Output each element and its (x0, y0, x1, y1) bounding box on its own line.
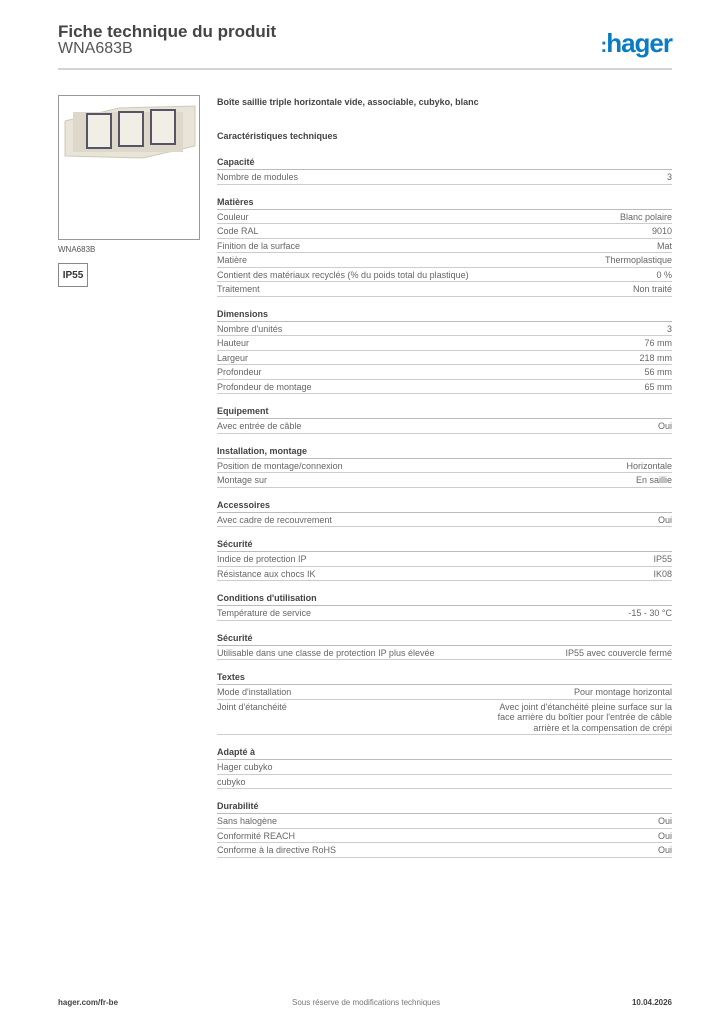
product-code: WNA683B (58, 40, 133, 57)
section-heading: Matières (217, 195, 672, 210)
spec-row (217, 843, 672, 858)
spec-label: Nombre d'unités (217, 323, 283, 334)
spec-value: Blanc polaire (619, 211, 672, 222)
spec-label: Avec entrée de câble (217, 421, 302, 431)
spec-table (217, 155, 672, 868)
section-heading: Installation, montage (217, 444, 672, 459)
spec-label: Sans halogène (217, 816, 278, 826)
spec-label: Profondeur (217, 367, 262, 377)
spec-row (217, 606, 672, 621)
spec-value: Thermoplastique (604, 255, 672, 265)
spec-section (217, 155, 672, 185)
spec-row (217, 239, 672, 254)
page-title: Fiche technique du produit (58, 22, 277, 41)
spec-row (217, 552, 672, 567)
spec-value: 3 (666, 323, 672, 334)
spec-label: Mode d'installation (217, 687, 292, 697)
section-heading: Equipement (217, 404, 672, 419)
footer-date: 10.04.2026 (631, 998, 672, 1007)
spec-label: Résistance aux chocs IK (217, 568, 316, 579)
section-heading: Accessoires (217, 498, 672, 513)
spec-label: cubyko (217, 776, 246, 787)
spec-row (217, 419, 672, 434)
spec-label: Utilisable dans une classe de protection IP plus élevée (217, 647, 435, 658)
spec-row (217, 814, 672, 829)
spec-value: Oui (657, 845, 672, 855)
section-heading: Capacité (217, 155, 672, 170)
spec-value: Horizontale (626, 460, 672, 471)
spec-row (217, 829, 672, 844)
spec-section (217, 444, 672, 488)
spec-row (217, 646, 672, 661)
spec-row (217, 268, 672, 283)
spec-value: En saillie (635, 475, 672, 485)
spec-row (217, 380, 672, 395)
spec-label: Couleur (217, 211, 249, 222)
spec-section (217, 498, 672, 528)
spec-row (217, 760, 672, 775)
section-heading: Sécurité (217, 537, 672, 552)
section-heading: Textes (217, 670, 672, 685)
spec-label: Matière (217, 255, 248, 265)
spec-section (217, 537, 672, 581)
spec-section (217, 670, 672, 735)
section-heading: Durabilité (217, 799, 672, 814)
section-heading: Sécurité (217, 631, 672, 646)
spec-value: Oui (657, 514, 672, 525)
spec-label: Profondeur de montage (217, 381, 312, 392)
hager-logo: :hager (600, 28, 672, 58)
spec-row (217, 322, 672, 337)
spec-label: Indice de protection IP (217, 554, 307, 564)
spec-label: Conforme à la directive RoHS (217, 845, 337, 855)
spec-row (217, 567, 672, 582)
spec-row (217, 459, 672, 474)
spec-label: Contient des matériaux recyclés (% du poids total du plastique) (217, 269, 469, 280)
spec-label: Position de montage/connexion (217, 460, 343, 471)
spec-value: 9010 (651, 226, 672, 236)
spec-value: IK08 (653, 568, 672, 579)
spec-value: Pour montage horizontal (573, 687, 672, 697)
spec-row (217, 336, 672, 351)
spec-label: Nombre de modules (217, 172, 299, 182)
spec-value: 3 (666, 172, 672, 182)
spec-label: Hauteur (217, 338, 250, 348)
spec-row (217, 253, 672, 268)
spec-value: 65 mm (644, 381, 672, 392)
spec-value: Non traité (632, 284, 672, 294)
spec-value: 56 mm (644, 367, 672, 377)
spec-section (217, 591, 672, 621)
spec-value: Mat (656, 240, 672, 251)
spec-row (217, 170, 672, 185)
spec-value: 0 % (656, 269, 672, 280)
section-heading: Adapté à (217, 745, 672, 760)
spec-value: 76 mm (644, 338, 672, 348)
spec-row (217, 224, 672, 239)
spec-section (217, 799, 672, 858)
product-image (58, 95, 200, 240)
spec-label: Finition de la surface (217, 240, 301, 251)
spec-value: IP55 avec couvercle fermé (565, 647, 672, 658)
spec-value: Avec joint d'étanchéité pleine surface sur la face arrière du boîtier pour l'entrée de câble arrière et la compensation de crépi (497, 701, 672, 733)
spec-label: Température de service (217, 608, 312, 618)
spec-row (217, 473, 672, 488)
spec-value: -15 - 30 °C (628, 608, 672, 618)
section-heading: Dimensions (217, 307, 672, 322)
spec-section (217, 404, 672, 434)
characteristics-heading: Caractéristiques techniques (217, 131, 338, 141)
spec-section (217, 195, 672, 297)
spec-label: Conformité REACH (217, 830, 296, 841)
spec-label: Montage sur (217, 475, 268, 485)
spec-row (217, 282, 672, 297)
spec-label: Largeur (217, 352, 249, 363)
spec-label: Joint d'étanchéité (217, 701, 287, 712)
spec-value: 218 mm (639, 352, 672, 363)
header-divider (58, 68, 672, 70)
image-caption: WNA683B (58, 245, 96, 254)
spec-section (217, 307, 672, 395)
spec-label: Avec cadre de recouvrement (217, 514, 332, 525)
spec-row (217, 700, 672, 736)
spec-value: Oui (657, 816, 672, 826)
footer-note: Sous réserve de modifications techniques (292, 998, 441, 1007)
spec-row (217, 210, 672, 225)
spec-row (217, 351, 672, 366)
spec-row (217, 365, 672, 380)
spec-row (217, 775, 672, 790)
spec-row (217, 685, 672, 700)
spec-row (217, 513, 672, 528)
spec-section (217, 631, 672, 661)
spec-label: Traitement (217, 284, 260, 294)
product-description: Boîte saillie triple horizontale vide, associable, cubyko, blanc (217, 97, 479, 107)
footer-website[interactable]: hager.com/fr-be (58, 998, 119, 1007)
spec-label: Code RAL (217, 226, 259, 236)
spec-value: Oui (657, 421, 672, 431)
spec-value: Oui (657, 830, 672, 841)
spec-label: Hager cubyko (217, 762, 273, 772)
spec-section (217, 745, 672, 789)
section-heading: Conditions d'utilisation (217, 591, 672, 606)
ip-rating-badge: IP55 (58, 263, 88, 287)
spec-value: IP55 (653, 554, 672, 564)
